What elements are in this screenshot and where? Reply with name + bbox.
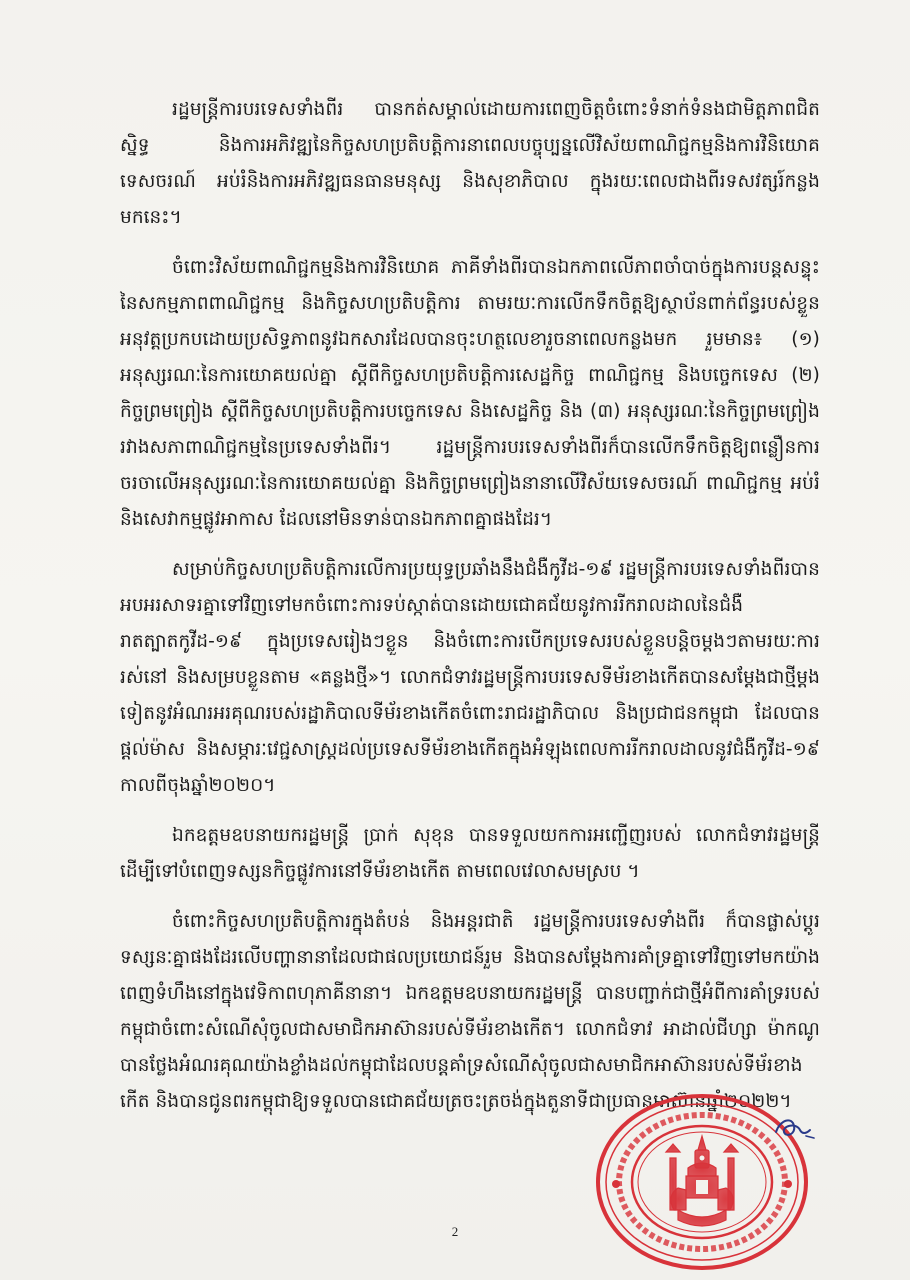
paragraph-1: រដ្ឋមន្ត្រីការបរទេសទាំងពីរ បានកត់សម្គាល់ដោយការពេញចិត្តចំពោះទំនាក់ទំនងជាមិត្តភាពជិតស្និទ្ធ និងការអភិវឌ្ឍនៃកិច្ចសហប្រតិបត្តិការនាពេលបច្ចុប្បន្នលើវិស័យពាណិជ្ជកម្មនិងការវិនិយោគ ទេសចរណ៍ អប់រំនិងការអភិវឌ្ឍធនធានមនុស្ស និងសុខាភិបាល ក្នុងរយៈពេលជាងពីរទសវត្សរ៍កន្លងមកនេះ។ [120,99,820,228]
signature-mark-icon [770,1110,820,1146]
paragraph-5: ចំពោះកិច្ចសហប្រតិបត្តិការក្នុងតំបន់ និងអន្តរជាតិ រដ្ឋមន្ត្រីការបរទេសទាំងពីរ ក៏បានផ្លាស់ប្តូរទស្សនៈគ្នាផងដែរលើបញ្ហានានាដែលជាផលប្រយោជន៍រួម និងបានសម្តែងការគាំទ្រគ្នាទៅវិញទៅមកយ៉ាងពេញទំហឹងនៅក្នុងវេទិកាពហុភាគីនានា។ ឯកឧត្តមឧបនាយករដ្ឋមន្ត្រី បានបញ្ជាក់ជាថ្មីអំពីការគាំទ្ររបស់កម្ពុជាចំពោះសំណើសុំចូលជាសមាជិកអាស៊ានរបស់ទីម័រខាងកើត។ លោកជំទាវ អាដាល់ជីហ្សា ម៉ាកណូ បានថ្លែងអំណរគុណយ៉ាងខ្លាំងដល់កម្ពុជាដែលបន្តគាំទ្រសំណើសុំចូលជាសមាជិកអាស៊ានរបស់ទីម័រខាងកើត និងបានជូនពរកម្ពុជាឱ្យទទួលបានជោគជ័យត្រចះត្រចង់ក្នុងតួនាទីជាប្រធានអាស៊ានឆ្នាំ២០២២។ [120,911,820,1112]
document-body [120,92,820,1134]
paragraph-3: សម្រាប់កិច្ចសហប្រតិបត្តិការលើការប្រយុទ្ធប្រឆាំងនឹងជំងឺកូវីដ-១៩ រដ្ឋមន្ត្រីការបរទេសទាំងពីរបានអបអរសាទរគ្នាទៅវិញទៅមកចំពោះការទប់ស្កាត់បានដោយជោគជ័យនូវការរីករាលដាលនៃជំងឺរាតត្បាតកូវីដ-១៩ ក្នុងប្រទេសរៀងៗខ្លួន និងចំពោះការបើកប្រទេសរបស់ខ្លួនបន្តិចម្តងៗតាមរយៈការរស់នៅ និងសម្របខ្លួនតាម «គន្លងថ្មី»។ លោកជំទាវរដ្ឋមន្ត្រីការបរទេសទីម័រខាងកើតបានសម្តែងជាថ្មីម្តងទៀតនូវអំណរអរគុណរបស់រដ្ឋាភិបាលទីម័រខាងកើតចំពោះរាជរដ្ឋាភិបាល និងប្រជាជនកម្ពុជា ដែលបានផ្តល់ម៉ាស និងសម្ភារៈវេជ្ជសាស្ត្រដល់ប្រទេសទីម័រខាងកើតក្នុងអំឡុងពេលការរីករាលដាលនូវជំងឺកូវីដ-១៩ កាលពីចុងឆ្នាំ២០២០។ [120,559,820,796]
page-number: 2 [451,1224,459,1239]
paragraph-4: ឯកឧត្តមឧបនាយករដ្ឋមន្ត្រី ប្រាក់ សុខុន បានទទួលយកការអញ្ជើញរបស់ លោកជំទាវរដ្ឋមន្ត្រី ដើម្បីទៅបំពេញទស្សនកិច្ចផ្លូវការនៅទីម័រខាងកើត តាមពេលវេលាសមស្រប ។ [120,825,820,882]
paragraph-2: ចំពោះវិស័យពាណិជ្ជកម្មនិងការវិនិយោគ ភាគីទាំងពីរបានឯកភាពលើភាពចាំបាច់ក្នុងការបន្តសន្ទុះនៃសកម្មភាពពាណិជ្ជកម្ម និងកិច្ចសហប្រតិបត្តិការ តាមរយៈការលើកទឹកចិត្តឱ្យស្ថាប័នពាក់ព័ន្ធរបស់ខ្លួនអនុវត្តប្រកបដោយប្រសិទ្ធភាពនូវឯកសារដែលបានចុះហត្ថលេខារួចនាពេលកន្លងមក រួមមាន៖ (១) អនុស្សរណៈនៃការយោគយល់គ្នា ស្តីពីកិច្ចសហប្រតិបត្តិការសេដ្ឋកិច្ច ពាណិជ្ជកម្ម និងបច្ចេកទេស (២) កិច្ចព្រមព្រៀង ស្តីពីកិច្ចសហប្រតិបត្តិការបច្ចេកទេស និងសេដ្ឋកិច្ច និង (៣) អនុស្សរណៈនៃកិច្ចព្រមព្រៀងរវាងសភាពាណិជ្ជកម្មនៃប្រទេសទាំងពីរ។ រដ្ឋមន្ត្រីការបរទេសទាំងពីរក៏បានលើកទឹកចិត្តឱ្យពន្លឿនការចរចាលើអនុស្សរណៈនៃការយោគយល់គ្នា និងកិច្ចព្រមព្រៀងនានាលើវិស័យទេសចរណ៍ ពាណិជ្ជកម្ម អប់រំ និងសេវាកម្មផ្លូវអាកាស ដែលនៅមិនទាន់បានឯកភាពគ្នាផងដែរ។ [120,257,820,530]
